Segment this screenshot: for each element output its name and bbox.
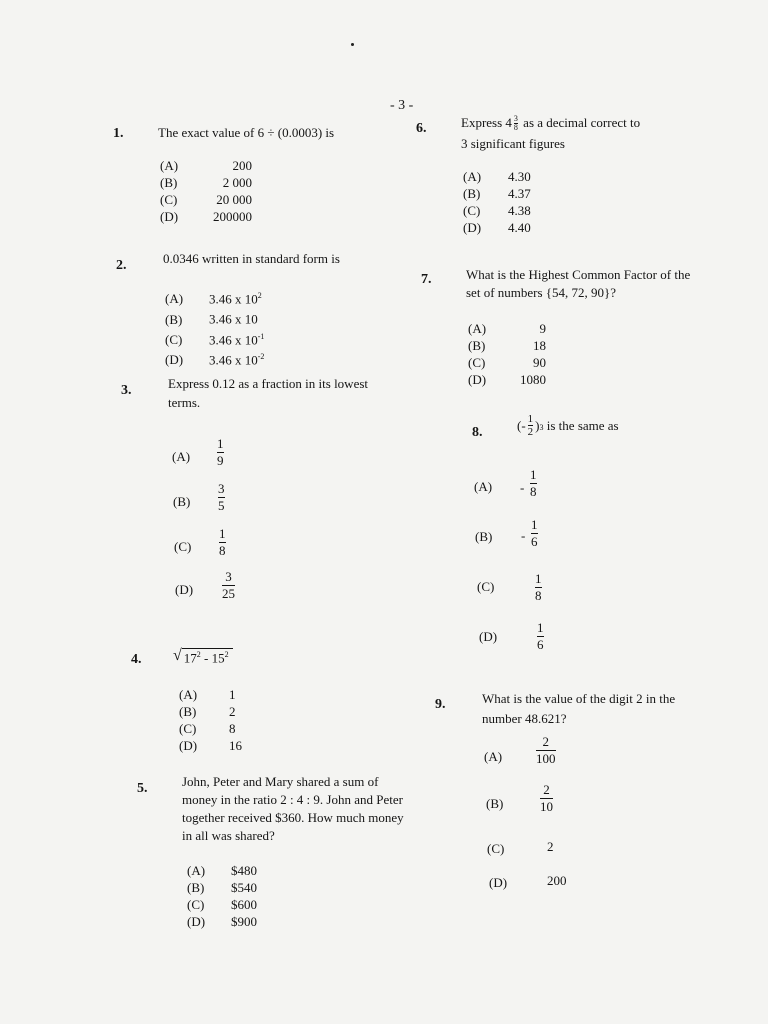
denominator: 8 xyxy=(530,484,537,499)
term: 17 xyxy=(183,650,197,666)
option-b xyxy=(468,337,546,354)
option-label: (D) xyxy=(160,209,179,224)
question-text-line-3: together received $360. How much money xyxy=(182,810,404,825)
option-d xyxy=(468,371,546,388)
exponent: 2 xyxy=(224,650,229,659)
option-a xyxy=(468,320,546,337)
option-fraction-c xyxy=(219,527,226,558)
question-text-line-1: Express 0.12 as a fraction in its lowest xyxy=(168,376,369,391)
option-value: 3.46 x 10 xyxy=(209,291,258,307)
option-label: (B) xyxy=(463,186,481,201)
option-label: (C) xyxy=(174,539,192,554)
numerator: 1 xyxy=(219,526,226,541)
question-number: 9. xyxy=(435,697,446,712)
option-value: 200 xyxy=(547,873,567,888)
speck xyxy=(351,43,354,46)
option-value: 18 xyxy=(533,338,546,353)
option-b xyxy=(187,879,257,896)
option-c xyxy=(160,191,252,208)
denominator: 6 xyxy=(531,534,538,549)
question-text-line-2: number 48.621? xyxy=(482,711,567,726)
question-text-line-2: set of numbers {54, 72, 90}? xyxy=(466,285,617,300)
option-label: (A) xyxy=(172,449,191,464)
option-label: (A) xyxy=(468,321,487,336)
option-list xyxy=(187,862,257,930)
option-label: (D) xyxy=(463,220,482,235)
option-fraction-a xyxy=(217,437,224,468)
option-label: (C) xyxy=(179,721,197,736)
option-b xyxy=(463,185,531,202)
option-b xyxy=(179,703,242,720)
option-value: 4.37 xyxy=(508,186,531,201)
option-label: (C) xyxy=(468,355,486,370)
option-label: (D) xyxy=(179,738,198,753)
exponent: 2 xyxy=(257,291,262,300)
option-label: (C) xyxy=(165,331,183,347)
option-value: 90 xyxy=(533,355,546,370)
close-paren: ) xyxy=(535,417,540,433)
option-value: 2 xyxy=(547,839,554,854)
option-value: 1080 xyxy=(520,372,546,387)
option-label: (C) xyxy=(463,203,481,218)
option-a xyxy=(187,862,257,879)
exponent: -1 xyxy=(257,331,265,341)
question-text-line-2: terms. xyxy=(168,395,201,410)
option-fraction-a xyxy=(536,735,556,766)
text-suffix: is the same as xyxy=(543,417,619,433)
option-c xyxy=(165,328,264,348)
question-number: 5. xyxy=(137,781,148,796)
option-d xyxy=(463,219,531,236)
option-label: (B) xyxy=(486,796,504,811)
option-value: 9 xyxy=(539,321,546,336)
option-label: (D) xyxy=(479,629,498,644)
question-number: 2. xyxy=(116,258,127,273)
question-number: 4. xyxy=(131,652,142,667)
option-value: $540 xyxy=(231,880,257,895)
option-label: (A) xyxy=(474,479,493,494)
option-fraction-d xyxy=(537,621,544,652)
option-c xyxy=(187,896,257,913)
option-c xyxy=(468,354,546,371)
question-text: The exact value of 6 ÷ (0.0003) is xyxy=(158,125,335,140)
question-text-line-4: in all was shared? xyxy=(182,828,275,843)
question-number: 8. xyxy=(472,425,483,440)
numerator: 1 xyxy=(535,571,542,586)
exponent: -2 xyxy=(257,351,265,361)
option-label: (A) xyxy=(165,291,184,307)
option-label: (B) xyxy=(179,704,197,719)
option-d xyxy=(187,913,257,930)
option-label: (A) xyxy=(463,169,482,184)
option-value: $480 xyxy=(231,863,257,878)
option-fraction-b xyxy=(218,482,225,513)
option-fraction-b xyxy=(531,518,538,549)
option-list xyxy=(165,287,264,368)
option-fraction-c xyxy=(535,572,542,603)
term: 15 xyxy=(211,650,225,666)
option-a xyxy=(165,287,264,307)
numerator: 2 xyxy=(543,782,550,797)
option-label: (B) xyxy=(173,494,191,509)
option-value: 3.46 x 10 xyxy=(209,331,258,347)
option-c xyxy=(179,720,242,737)
open-paren: (- xyxy=(517,417,526,433)
option-label: (B) xyxy=(187,880,205,895)
question-number: 6. xyxy=(416,121,427,136)
question-number: 1. xyxy=(113,126,124,141)
denominator: 8 xyxy=(535,588,542,603)
denominator: 5 xyxy=(218,498,225,513)
option-value: 200000 xyxy=(213,209,252,224)
numerator: 2 xyxy=(542,734,549,749)
option-value: 4.40 xyxy=(508,220,531,235)
option-label: (D) xyxy=(489,875,508,890)
question-text-line-2: 3 significant figures xyxy=(461,136,565,151)
option-label: (B) xyxy=(468,338,486,353)
numerator: 1 xyxy=(537,620,544,635)
option-d xyxy=(179,737,242,754)
question-expression xyxy=(517,413,619,438)
denominator: 10 xyxy=(540,799,553,814)
denominator: 25 xyxy=(222,586,235,601)
fraction xyxy=(528,413,534,438)
text-prefix: Express 4 xyxy=(461,115,512,130)
question-text-line-1: What is the Highest Common Factor of the xyxy=(466,267,691,282)
option-label: (D) xyxy=(165,352,184,368)
option-d xyxy=(165,348,264,368)
denominator: 100 xyxy=(536,751,556,766)
option-list xyxy=(179,686,242,754)
option-a xyxy=(463,168,531,185)
option-value: 200 xyxy=(232,158,252,173)
option-c xyxy=(463,202,531,219)
option-list xyxy=(468,320,546,388)
option-label: (D) xyxy=(187,914,206,929)
option-value: 1 xyxy=(229,687,236,702)
question-text-line-1: John, Peter and Mary shared a sum of xyxy=(182,774,379,789)
option-value: 4.38 xyxy=(508,203,531,218)
denominator: 9 xyxy=(217,453,224,468)
option-label: (B) xyxy=(165,311,183,327)
option-value: 20 000 xyxy=(216,192,252,207)
option-fraction-b xyxy=(540,783,553,814)
option-label: (C) xyxy=(187,897,205,912)
question-text-line-1: What is the value of the digit 2 in the xyxy=(482,691,676,706)
operator: - xyxy=(200,650,212,666)
option-b xyxy=(160,174,252,191)
question-number: 3. xyxy=(121,383,132,398)
option-value: 3.46 x 10 xyxy=(209,311,258,327)
option-label: (A) xyxy=(160,158,179,173)
option-fraction-a xyxy=(530,468,537,499)
option-label: (C) xyxy=(477,579,495,594)
option-label: (D) xyxy=(468,372,487,387)
numerator: 3 xyxy=(513,113,518,123)
numerator: 1 xyxy=(530,467,537,482)
exponent: 3 xyxy=(539,423,544,432)
option-value: 16 xyxy=(229,738,242,753)
denominator: 2 xyxy=(527,426,534,438)
denominator: 8 xyxy=(513,122,518,132)
question-text-line-1 xyxy=(461,114,640,132)
option-label: (A) xyxy=(179,687,198,702)
denominator: 6 xyxy=(537,637,544,652)
minus-sign: - xyxy=(521,528,526,543)
radical-sign: √ xyxy=(173,647,182,664)
option-value: 2 xyxy=(229,704,236,719)
option-value: $600 xyxy=(231,897,257,912)
option-d xyxy=(160,208,252,225)
option-value: 8 xyxy=(229,721,236,736)
option-value: 2 000 xyxy=(222,175,252,190)
option-value: 3.46 x 10 xyxy=(209,352,258,368)
option-a xyxy=(160,157,252,174)
option-value: $900 xyxy=(231,914,257,929)
option-label: (D) xyxy=(175,582,194,597)
text-suffix: as a decimal correct to xyxy=(519,115,641,130)
option-value: 4.30 xyxy=(508,169,531,184)
option-list xyxy=(160,157,252,225)
option-fraction-d xyxy=(222,570,235,601)
question-text: 0.0346 written in standard form is xyxy=(163,251,340,266)
question-number: 7. xyxy=(421,272,432,287)
option-label: (A) xyxy=(187,863,206,878)
denominator: 8 xyxy=(219,543,226,558)
numerator: 3 xyxy=(218,481,225,496)
option-b xyxy=(165,307,264,327)
option-label: (A) xyxy=(484,749,503,764)
option-label: (B) xyxy=(475,529,493,544)
numerator: 1 xyxy=(217,436,224,451)
exponent: 2 xyxy=(196,650,201,659)
option-label: (C) xyxy=(487,841,505,856)
mixed-fraction xyxy=(514,115,518,132)
minus-sign: - xyxy=(520,480,525,495)
question-text-line-2: money in the ratio 2 : 4 : 9. John and Peter xyxy=(182,792,403,807)
option-list xyxy=(463,168,531,236)
option-label: (C) xyxy=(160,192,178,207)
numerator: 3 xyxy=(225,569,232,584)
page-number: - 3 - xyxy=(390,98,414,113)
square-root-expression xyxy=(173,647,233,666)
numerator: 1 xyxy=(527,413,534,425)
option-label: (B) xyxy=(160,175,178,190)
option-a xyxy=(179,686,242,703)
numerator: 1 xyxy=(531,517,538,532)
